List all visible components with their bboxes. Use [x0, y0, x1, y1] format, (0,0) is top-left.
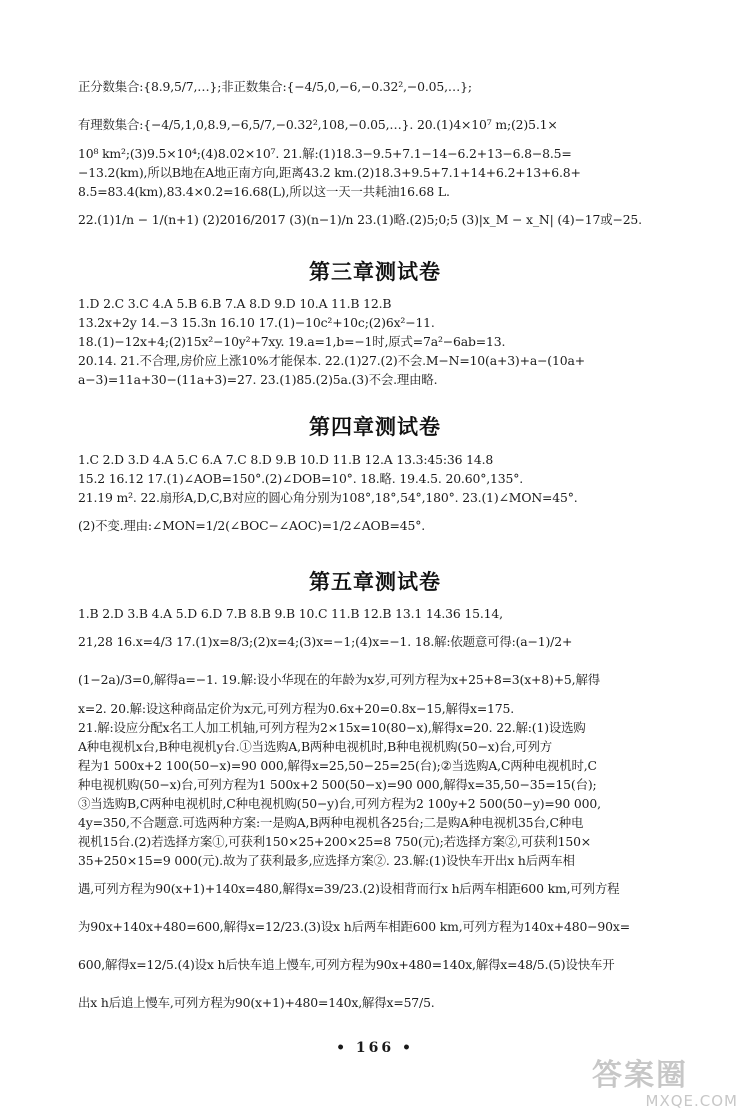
answer-line: 21.解:设应分配x名工人加工机轴,可列方程为2×15x=10(80−x),解得x=20. 22.解:(1)设选购 — [78, 720, 586, 735]
answer-line: 8.5=83.4(km),83.4×0.2=16.68(L),所以这一天一共耗油16.68 L. — [78, 184, 450, 199]
chapter4-heading: 第四章测试卷 — [309, 415, 441, 439]
answer-line: 有理数集合:{−4/5,1,0,8.9,−6,5/7,−0.32²,108,−0.05,…}. 20.(1)4×10⁷ m;(2)5.1× — [78, 117, 558, 132]
answer-line: 20.14. 21.不合理,房价应上涨10%才能保本. 22.(1)27.(2)不会.M−N=10(a+3)+a−(10a+ — [78, 353, 585, 368]
chapter3-answers — [78, 294, 674, 389]
watermark-logo — [592, 1060, 742, 1112]
chapter3-heading: 第三章测试卷 — [309, 260, 441, 284]
chapter4-answers — [78, 450, 674, 545]
answer-line: 程为1 500x+2 100(50−x)=90 000,解得x=25,50−25=25(台);②当选购A,C两种电视机时,C — [78, 758, 597, 773]
answer-line: 13.2x+2y 14.−3 15.3n 16.10 17.(1)−10c²+10c;(2)6x²−11. — [78, 315, 435, 330]
answer-line: 种电视机购(50−x)台,可列方程为1 500x+2 500(50−x)=90 000,解得x=35,50−35=15(台); — [78, 777, 597, 792]
answer-line: 正分数集合:{8.9,5/7,…};非正数集合:{−4/5,0,−6,−0.32²,−0.05,…}; — [78, 79, 472, 94]
answer-line: A种电视机x台,B种电视机y台.①当选购A,B两种电视机时,B种电视机购(50−x)台,可列方 — [78, 739, 552, 754]
answer-line: a−3)=11a+30−(11a+3)=27. 23.(1)85.(2)5a.(3)不会.理由略. — [78, 372, 438, 387]
answer-line: 1.D 2.C 3.C 4.A 5.B 6.B 7.A 8.D 9.D 10.A 11.B 12.B — [78, 296, 392, 311]
watermark-text: 答案圈 — [592, 1058, 688, 1093]
section2-tail-answers — [78, 68, 674, 239]
answer-line: 10⁸ km²;(3)9.5×10⁴;(4)8.02×10⁷. 21.解:(1)18.3−9.5+7.1−14−6.2+13−6.8−8.5= — [78, 146, 572, 161]
answer-line: 600,解得x=12/5.(4)设x h后快车追上慢车,可列方程为90x+480=140x,解得x=48/5.(5)设快车开 — [78, 957, 615, 972]
answer-line: −13.2(km),所以B地在A地正南方向,距离43.2 km.(2)18.3+9.5+7.1+14+6.2+13+6.8+ — [78, 165, 581, 180]
answer-line: (2)不变.理由:∠MON=1/2(∠BOC−∠AOC)=1/2∠AOB=45°. — [78, 518, 426, 533]
answer-line: 1.C 2.D 3.D 4.A 5.C 6.A 7.C 8.D 9.B 10.D 11.B 12.A 13.3:45:36 14.8 — [78, 452, 494, 467]
answer-line: (1−2a)/3=0,解得a=−1. 19.解:设小华现在的年龄为x岁,可列方程为x+25+8=3(x+8)+5,解得 — [78, 672, 600, 687]
answer-line: 4y=350,不合题意.可选两种方案:一是购A,B两种电视机各25台;二是购A种电视机35台,C种电 — [78, 815, 584, 830]
answer-line: 18.(1)−12x+4;(2)15x²−10y²+7xy. 19.a=1,b=−1时,原式=7a²−6ab=13. — [78, 334, 506, 349]
answer-line: 21.19 m². 22.扇形A,D,C,B对应的圆心角分别为108°,18°,54°,180°. 23.(1)∠MON=45°. — [78, 490, 578, 505]
watermark-url: MXQE.COM — [645, 1092, 738, 1110]
answer-line: 1.B 2.D 3.B 4.A 5.D 6.D 7.B 8.B 9.B 10.C 11.B 12.B 13.1 14.36 15.14, — [78, 606, 503, 621]
answer-line: 视机15台.(2)若选择方案①,可获利150×25+200×25=8 750(元);若选择方案②,可获利150× — [78, 834, 592, 849]
answer-line: 为90x+140x+480=600,解得x=12/23.(3)设x h后两车相距600 km,可列方程为140x+480−90x= — [78, 919, 630, 934]
answer-line: 21,28 16.x=4/3 17.(1)x=8/3;(2)x=4;(3)x=−1;(4)x=−1. 18.解:依题意可得:(a−1)/2+ — [78, 634, 573, 649]
answer-line: 22.(1)1/n − 1/(n+1) (2)2016/2017 (3)(n−1)/n 23.(1)略.(2)5;0;5 (3)|x_M − x_N| (4)−17或−25. — [78, 212, 642, 227]
answer-line: 35+250×15=9 000(元).故为了获利最多,应选择方案②. 23.解:(1)设快车开出x h后两车相 — [78, 853, 575, 868]
page-number: • 166 • — [336, 1040, 414, 1056]
answer-line: 遇,可列方程为90(x+1)+140x=480,解得x=39/23.(2)设相背而行x h后两车相距600 km,可列方程 — [78, 881, 620, 896]
chapter5-heading: 第五章测试卷 — [309, 570, 441, 594]
answer-line: ③当选购B,C两种电视机时,C种电视机购(50−y)台,可列方程为2 100y+2 500(50−y)=90 000, — [78, 796, 601, 811]
answer-line: x=2. 20.解:设这种商品定价为x元,可列方程为0.6x+20=0.8x−15,解得x=175. — [78, 701, 515, 716]
answer-line: 15.2 16.12 17.(1)∠AOB=150°.(2)∠DOB=10°. 18.略. 19.4.5. 20.60°,135°. — [78, 471, 524, 486]
chapter5-answers — [78, 604, 674, 1022]
answer-line: 出x h后追上慢车,可列方程为90(x+1)+480=140x,解得x=57/5. — [78, 995, 435, 1010]
